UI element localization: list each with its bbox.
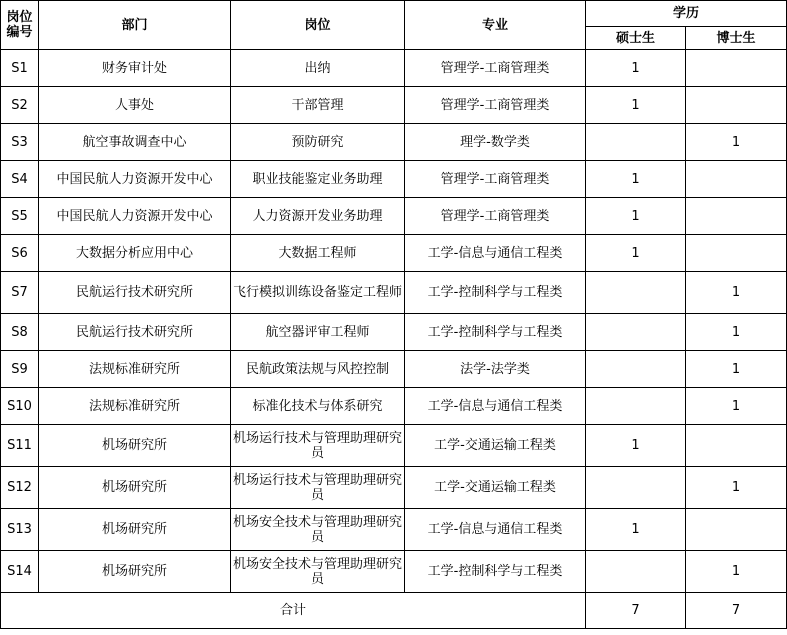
- position-cell: 飞行模拟训练设备鉴定工程师: [231, 272, 405, 314]
- table-row: [1, 50, 787, 87]
- table-row: [1, 235, 787, 272]
- department-cell: 机场研究所: [39, 509, 231, 551]
- position-cell: 预防研究: [231, 124, 405, 161]
- position-cell: 干部管理: [231, 87, 405, 124]
- major-cell: 管理学-工商管理类: [405, 87, 586, 124]
- position-cell: 职业技能鉴定业务助理: [231, 161, 405, 198]
- department-cell: 法规标准研究所: [39, 351, 231, 388]
- code-cell: S13: [1, 509, 39, 551]
- table-row: [1, 467, 787, 509]
- table-row: [1, 87, 787, 124]
- doctor-cell: 1: [686, 272, 787, 314]
- major-cell: 工学-交通运输工程类: [405, 467, 586, 509]
- table-row: [1, 161, 787, 198]
- major-cell: 管理学-工商管理类: [405, 198, 586, 235]
- master-cell: [586, 388, 686, 425]
- table-row: [1, 198, 787, 235]
- table-row: [1, 388, 787, 425]
- position-cell: 机场安全技术与管理助理研究员: [231, 509, 405, 551]
- master-cell: [586, 467, 686, 509]
- total-label: 合计: [1, 593, 586, 629]
- department-cell: 民航运行技术研究所: [39, 314, 231, 351]
- department-cell: 财务审计处: [39, 50, 231, 87]
- department-cell: 机场研究所: [39, 425, 231, 467]
- master-cell: 1: [586, 425, 686, 467]
- doctor-cell: 1: [686, 388, 787, 425]
- major-cell: 工学-信息与通信工程类: [405, 388, 586, 425]
- position-cell: 标准化技术与体系研究: [231, 388, 405, 425]
- master-cell: [586, 551, 686, 593]
- table-row: [1, 272, 787, 314]
- master-cell: 1: [586, 235, 686, 272]
- position-cell: 航空器评审工程师: [231, 314, 405, 351]
- doctor-cell: 1: [686, 351, 787, 388]
- position-cell: 机场运行技术与管理助理研究员: [231, 467, 405, 509]
- code-cell: S12: [1, 467, 39, 509]
- table-row: [1, 351, 787, 388]
- table-row: [1, 551, 787, 593]
- major-cell: 工学-信息与通信工程类: [405, 235, 586, 272]
- master-cell: [586, 351, 686, 388]
- major-cell: 工学-信息与通信工程类: [405, 509, 586, 551]
- master-cell: 1: [586, 87, 686, 124]
- doctor-cell: 1: [686, 467, 787, 509]
- major-cell: 理学-数学类: [405, 124, 586, 161]
- master-cell: [586, 314, 686, 351]
- position-cell: 大数据工程师: [231, 235, 405, 272]
- code-cell: S6: [1, 235, 39, 272]
- doctor-cell: 1: [686, 124, 787, 161]
- major-cell: 工学-控制科学与工程类: [405, 314, 586, 351]
- major-cell: 工学-控制科学与工程类: [405, 272, 586, 314]
- doctor-cell: [686, 509, 787, 551]
- doctor-cell: [686, 161, 787, 198]
- master-cell: 1: [586, 161, 686, 198]
- position-cell: 机场运行技术与管理助理研究员: [231, 425, 405, 467]
- position-cell: 人力资源开发业务助理: [231, 198, 405, 235]
- table-row: [1, 509, 787, 551]
- department-cell: 中国民航人力资源开发中心: [39, 161, 231, 198]
- major-cell: 管理学-工商管理类: [405, 50, 586, 87]
- code-cell: S1: [1, 50, 39, 87]
- department-cell: 民航运行技术研究所: [39, 272, 231, 314]
- table-row: [1, 314, 787, 351]
- code-cell: S3: [1, 124, 39, 161]
- master-cell: 1: [586, 50, 686, 87]
- major-cell: 管理学-工商管理类: [405, 161, 586, 198]
- doctor-cell: [686, 198, 787, 235]
- code-cell: S9: [1, 351, 39, 388]
- major-cell: 法学-法学类: [405, 351, 586, 388]
- department-cell: 大数据分析应用中心: [39, 235, 231, 272]
- header-degree: 学历: [586, 1, 787, 27]
- code-cell: S4: [1, 161, 39, 198]
- code-cell: S10: [1, 388, 39, 425]
- code-cell: S14: [1, 551, 39, 593]
- total-master: 7: [586, 593, 686, 629]
- header-master: 硕士生: [586, 27, 686, 50]
- major-cell: 工学-控制科学与工程类: [405, 551, 586, 593]
- header-major: 专业: [405, 1, 586, 50]
- header-position: 岗位: [231, 1, 405, 50]
- master-cell: [586, 124, 686, 161]
- department-cell: 人事处: [39, 87, 231, 124]
- position-cell: 机场安全技术与管理助理研究员: [231, 551, 405, 593]
- table-row: [1, 425, 787, 467]
- code-cell: S11: [1, 425, 39, 467]
- master-cell: [586, 272, 686, 314]
- code-cell: S5: [1, 198, 39, 235]
- header-code: 岗位编号: [1, 1, 39, 50]
- doctor-cell: [686, 50, 787, 87]
- department-cell: 法规标准研究所: [39, 388, 231, 425]
- major-cell: 工学-交通运输工程类: [405, 425, 586, 467]
- department-cell: 航空事故调查中心: [39, 124, 231, 161]
- total-row: [1, 593, 787, 629]
- code-cell: S8: [1, 314, 39, 351]
- doctor-cell: 1: [686, 314, 787, 351]
- master-cell: 1: [586, 198, 686, 235]
- table-row: [1, 124, 787, 161]
- position-cell: 出纳: [231, 50, 405, 87]
- header-doctor: 博士生: [686, 27, 787, 50]
- department-cell: 中国民航人力资源开发中心: [39, 198, 231, 235]
- department-cell: 机场研究所: [39, 551, 231, 593]
- total-doctor: 7: [686, 593, 787, 629]
- doctor-cell: [686, 425, 787, 467]
- doctor-cell: [686, 235, 787, 272]
- header-department: 部门: [39, 1, 231, 50]
- code-cell: S2: [1, 87, 39, 124]
- master-cell: 1: [586, 509, 686, 551]
- position-cell: 民航政策法规与风控控制: [231, 351, 405, 388]
- department-cell: 机场研究所: [39, 467, 231, 509]
- doctor-cell: [686, 87, 787, 124]
- code-cell: S7: [1, 272, 39, 314]
- doctor-cell: 1: [686, 551, 787, 593]
